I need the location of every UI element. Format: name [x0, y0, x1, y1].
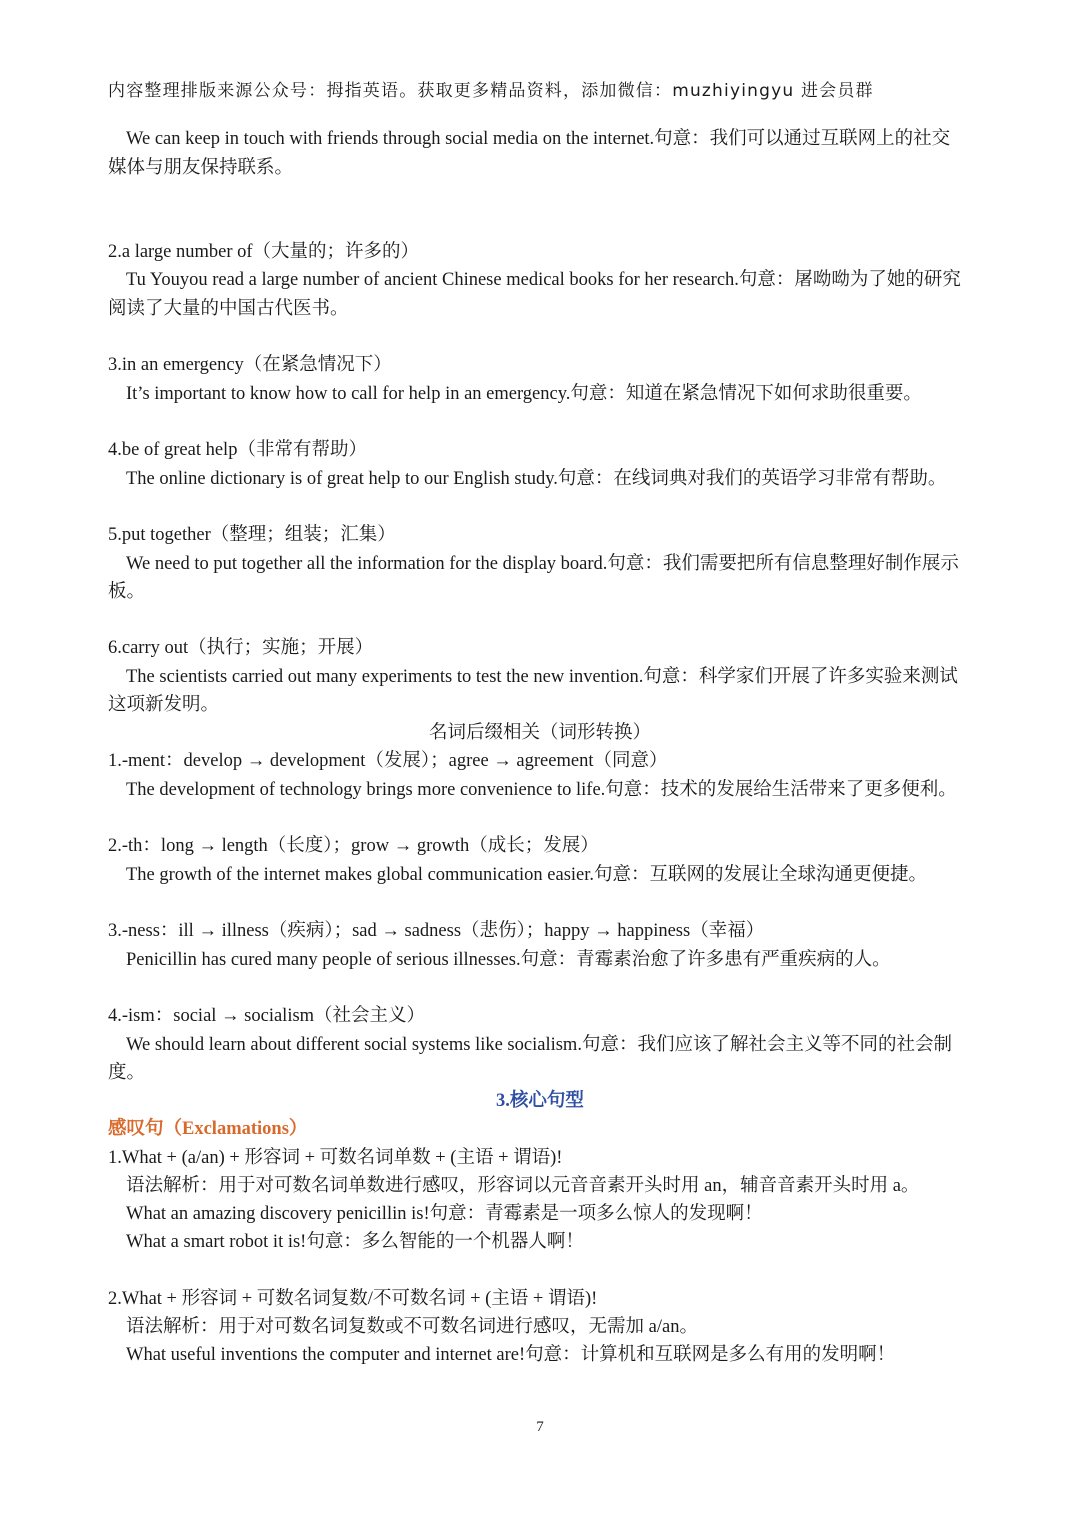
phrase-example-cont: 板。	[108, 582, 146, 602]
phrase-title: 6.carry out（执行；实施；开展）	[108, 638, 374, 658]
pattern-explanation: 语法解析：用于对可数名词复数或不可数名词进行感叹，无需加 a/an。	[126, 1317, 698, 1337]
intro-line-1: We can keep in touch with friends through social media on the internet.句意：我们可以通过互联网上的社交	[126, 129, 951, 149]
phrase-example-cont: 这项新发明。	[108, 695, 220, 715]
suffix-example: The development of technology brings more convenience to life.句意：技术的发展给生活带来了更多便利。	[126, 780, 957, 800]
phrase-title: 3.in an emergency（在紧急情况下）	[108, 355, 392, 375]
suffix-example: Penicillin has cured many people of serious illnesses.句意：青霉素治愈了许多患有严重疾病的人。	[126, 950, 891, 970]
suffix-example: The growth of the internet makes global communication easier.句意：互联网的发展让全球沟通更便捷。	[126, 865, 928, 885]
suffix-title: 1.-ment：develop → development（发展）；agree → agreement（同意）	[108, 751, 668, 771]
suffix-example: We should learn about different social systems like socialism.句意：我们应该了解社会主义等不同的社会制	[126, 1035, 952, 1055]
page-header: 内容整理排版来源公众号：拇指英语。获取更多精品资料，添加微信：muzhiyingyu 进会员群	[108, 81, 874, 101]
phrase-example: Tu Youyou read a large number of ancient Chinese medical books for her research.句意：屠呦呦为了她的研究	[126, 270, 961, 290]
pattern-title: 2.What + 形容词 + 可数名词复数/不可数名词 + (主语 + 谓语)!	[108, 1289, 598, 1309]
phrase-title: 2.a large number of（大量的；许多的）	[108, 242, 420, 262]
pattern-example: What an amazing discovery penicillin is!句意：青霉素是一项多么惊人的发现啊！	[126, 1204, 763, 1224]
suffix-title: 2.-th：long → length（长度）；grow → growth（成长；发展）	[108, 836, 599, 856]
intro-line-2: 媒体与朋友保持联系。	[108, 158, 294, 178]
subsection-title: 感叹句（Exclamations）	[108, 1119, 308, 1139]
phrase-title: 4.be of great help（非常有帮助）	[108, 440, 367, 460]
phrase-example: The online dictionary is of great help to our English study.句意：在线词典对我们的英语学习非常有帮助。	[126, 469, 947, 489]
pattern-example: What useful inventions the computer and internet are!句意：计算机和互联网是多么有用的发明啊！	[126, 1345, 896, 1365]
phrase-example: The scientists carried out many experiments to test the new invention.句意：科学家们开展了许多实验来测试	[126, 667, 958, 687]
suffix-heading: 名词后缀相关（词形转换）	[428, 723, 651, 743]
pattern-title: 1.What + (a/an) + 形容词 + 可数名词单数 + (主语 + 谓语)!	[108, 1148, 563, 1168]
suffix-example-cont: 度。	[108, 1063, 146, 1083]
phrase-example-cont: 阅读了大量的中国古代医书。	[108, 299, 349, 319]
pattern-example: What a smart robot it is!句意：多么智能的一个机器人啊！	[126, 1232, 584, 1252]
page-number: 7	[536, 1419, 544, 1435]
phrase-example: It’s important to know how to call for help in an emergency.句意：知道在紧急情况下如何求助很重要。	[126, 384, 922, 404]
section-title: 3.核心句型	[496, 1091, 584, 1111]
suffix-title: 3.-ness：ill → illness（疾病）；sad → sadness（悲伤）；happy → happiness（幸福）	[108, 921, 765, 941]
suffix-title: 4.-ism：social → socialism（社会主义）	[108, 1006, 426, 1026]
phrase-example: We need to put together all the information for the display board.句意：我们需要把所有信息整理好制作展示	[126, 554, 959, 574]
phrase-title: 5.put together（整理；组装；汇集）	[108, 525, 396, 545]
pattern-explanation: 语法解析：用于对可数名词单数进行感叹，形容词以元音音素开头时用 an，辅音音素开头时用 a。	[126, 1176, 920, 1196]
